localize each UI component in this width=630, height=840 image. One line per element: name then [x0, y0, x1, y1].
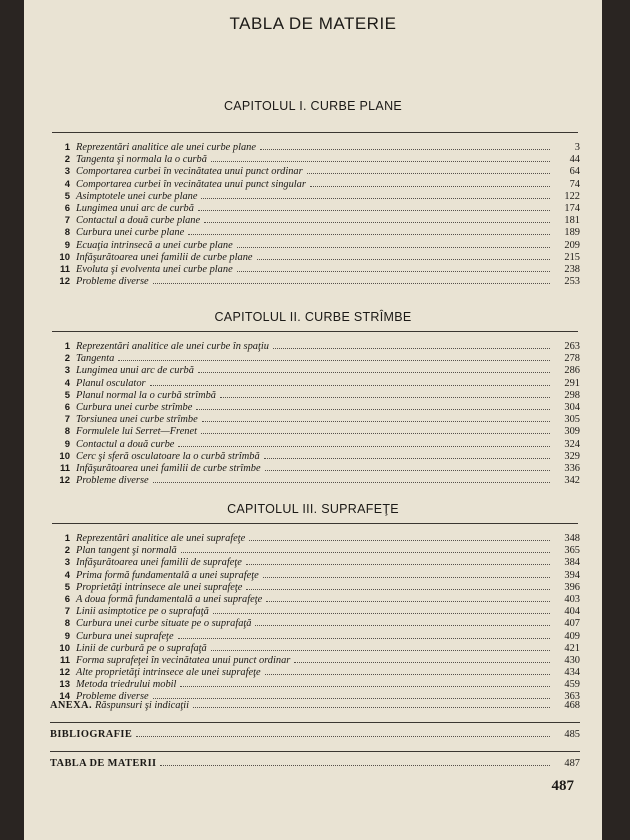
- toc-entry: [50, 264, 580, 276]
- entry-number: 4: [64, 377, 70, 389]
- entry-title: Linii asimptotice pe o suprafaţă: [76, 606, 209, 618]
- book-page: [24, 0, 602, 840]
- entry-page: 336: [564, 462, 580, 474]
- entry-title: Ecuaţia intrinsecă a unei curbe plane: [76, 239, 233, 251]
- contents-row: [50, 758, 580, 774]
- entry-page: 238: [564, 263, 580, 275]
- toc-entry: [50, 353, 580, 365]
- entry-title: Tangenta: [76, 353, 115, 365]
- leader-dots: [198, 372, 550, 373]
- leader-dots: [265, 470, 550, 471]
- toc-entry: [50, 365, 580, 377]
- entry-page: 309: [564, 426, 580, 438]
- annex-label: ANEXA.: [50, 700, 92, 711]
- toc-entry: [50, 276, 580, 288]
- toc-entry: [50, 582, 580, 594]
- entry-title: Comportarea curbei în vecinătatea unui punct singular: [76, 178, 306, 190]
- leader-dots: [211, 650, 550, 651]
- entry-title: Proprietăţi intrinsece ale unei suprafeţe: [76, 581, 243, 593]
- toc-entry: [50, 463, 580, 475]
- entry-title: Reprezentări analitice ale unei curbe în spaţiu: [76, 341, 269, 352]
- chapter-3-heading: CAPITOLUL III. SUPRAFEŢE: [227, 502, 399, 516]
- entry-number: 9: [64, 630, 70, 642]
- entry-page: 384: [564, 557, 580, 569]
- entry-title: Curbura unei suprafeţe: [76, 630, 174, 642]
- toc-entry: [50, 378, 580, 390]
- entry-number: 5: [64, 190, 70, 202]
- toc-entry: [50, 203, 580, 215]
- entry-title: Infăşurătoarea unei familii de curbe plane: [76, 251, 253, 263]
- toc-entry: [50, 166, 580, 178]
- entry-number: 6: [64, 202, 70, 214]
- entry-page: 365: [564, 545, 580, 557]
- entry-page: 342: [564, 475, 580, 487]
- entry-title: Asimptotele unei curbe plane: [76, 190, 198, 202]
- entry-page: 209: [564, 239, 580, 251]
- toc-entry: [50, 533, 580, 545]
- page-title: TABLA DE MATERIE: [229, 14, 397, 33]
- entry-number: 12: [59, 276, 70, 288]
- leader-dots: [266, 601, 550, 602]
- chapter-3-rule: [52, 523, 578, 524]
- bibliography-page: 485: [564, 729, 580, 740]
- leader-dots: [257, 259, 550, 260]
- leader-dots: [178, 446, 550, 447]
- toc-entry: [50, 154, 580, 166]
- entry-title: Contactul a două curbe: [76, 438, 175, 450]
- leader-dots: [153, 482, 550, 483]
- leader-dots: [237, 271, 550, 272]
- entry-page: 404: [564, 606, 580, 618]
- entry-number: 3: [64, 166, 70, 178]
- entry-page: 403: [564, 593, 580, 605]
- entry-title: A doua formă fundamentală a unei suprafeţe: [76, 593, 263, 605]
- leader-dots: [196, 409, 550, 410]
- entry-number: 9: [64, 438, 70, 450]
- contents-label: TABLA DE MATERII: [50, 758, 157, 769]
- entry-page: 64: [569, 166, 580, 178]
- toc-entry: [50, 414, 580, 426]
- entry-page: 298: [564, 389, 580, 401]
- leader-dots: [237, 247, 550, 248]
- chapter-1-entries: [50, 142, 580, 288]
- toc-entry: [50, 631, 580, 643]
- annex-section: [50, 700, 580, 774]
- entry-title: Evoluta şi evolventa unei curbe plane: [76, 263, 233, 275]
- toc-entry: [50, 341, 580, 353]
- entry-number: 10: [59, 450, 70, 462]
- entry-number: 1: [64, 142, 70, 153]
- entry-page: 44: [569, 154, 580, 166]
- entry-title: Curbura unei curbe plane: [76, 227, 185, 239]
- annex-subtitle: Răspunsuri şi indicaţii: [94, 700, 190, 711]
- leader-dots: [246, 589, 550, 590]
- toc-entry: [50, 475, 580, 487]
- leader-dots: [220, 397, 550, 398]
- toc-entry: [50, 142, 580, 154]
- toc-entry: [50, 606, 580, 618]
- entry-number: 9: [64, 239, 70, 251]
- entry-page: 74: [569, 178, 580, 190]
- entry-title: Alte proprietăţi intrinsece ale unei suprafeţe: [76, 667, 261, 679]
- entry-page: 363: [564, 691, 580, 703]
- entry-page: 304: [564, 401, 580, 413]
- leader-dots: [160, 765, 550, 766]
- entry-number: 8: [64, 426, 70, 438]
- entry-title: Planul normal la o curbă strîmbă: [76, 389, 216, 401]
- entry-title: Curbura unei curbe strîmbe: [76, 401, 193, 413]
- bibliography-row: [50, 729, 580, 745]
- chapter-3-entries: [50, 533, 580, 704]
- entry-page: 459: [564, 679, 580, 691]
- entry-number: 13: [59, 679, 70, 691]
- entry-page: 291: [564, 377, 580, 389]
- entry-page: 324: [564, 438, 580, 450]
- entry-page: 421: [564, 642, 580, 654]
- entry-number: 2: [64, 353, 70, 365]
- entry-title: Infăşurătoarea unei familii de curbe strîmbe: [76, 462, 261, 474]
- leader-dots: [136, 736, 550, 737]
- entry-title: Curbura unei curbe situate pe o suprafaţă: [76, 618, 252, 630]
- chapter-1-rule: [52, 132, 578, 133]
- chapter-2-entries: [50, 341, 580, 487]
- entry-number: 1: [64, 341, 70, 352]
- leader-dots: [213, 613, 550, 614]
- entry-page: 189: [564, 227, 580, 239]
- entry-page: 122: [564, 190, 580, 202]
- leader-dots: [264, 458, 550, 459]
- annex-rule: [50, 722, 580, 723]
- entry-number: 12: [59, 667, 70, 679]
- entry-number: 6: [64, 593, 70, 605]
- entry-page: 348: [564, 533, 580, 544]
- entry-number: 6: [64, 401, 70, 413]
- toc-entry: [50, 655, 580, 667]
- toc-entry: [50, 557, 580, 569]
- leader-dots: [204, 222, 550, 223]
- chapter-2-heading: CAPITOLUL II. CURBE STRÎMBE: [214, 310, 412, 324]
- chapter-1-heading: CAPITOLUL I. CURBE PLANE: [223, 99, 403, 113]
- toc-entry: [50, 618, 580, 630]
- entry-page: 263: [564, 341, 580, 352]
- entry-title: Cerc şi sferă osculatoare la o curbă strîmbă: [76, 450, 260, 462]
- entry-title: Comportarea curbei în vecinătatea unui punct ordinar: [76, 166, 303, 178]
- entry-number: 14: [59, 691, 70, 703]
- leader-dots: [255, 625, 550, 626]
- entry-number: 4: [64, 178, 70, 190]
- annex-row: [50, 700, 580, 716]
- entry-number: 8: [64, 618, 70, 630]
- entry-title: Lungimea unui arc de curbă: [76, 365, 194, 377]
- entry-number: 11: [59, 654, 70, 666]
- leader-dots: [307, 173, 550, 174]
- leader-dots: [246, 564, 550, 565]
- entry-title: Probleme diverse: [76, 691, 149, 703]
- toc-entry: [50, 451, 580, 463]
- entry-number: 11: [59, 263, 70, 275]
- annex-page: 468: [564, 700, 580, 711]
- entry-number: 7: [64, 215, 70, 227]
- entry-number: 8: [64, 227, 70, 239]
- leader-dots: [260, 149, 550, 150]
- entry-title: Lungimea unui arc de curbă: [76, 202, 194, 214]
- leader-dots: [265, 674, 550, 675]
- entry-page: 329: [564, 450, 580, 462]
- leader-dots: [198, 210, 550, 211]
- entry-page: 286: [564, 365, 580, 377]
- entry-title: Torsiunea unei curbe strîmbe: [76, 414, 198, 426]
- toc-entry: [50, 570, 580, 582]
- entry-page: 305: [564, 414, 580, 426]
- entry-number: 1: [64, 533, 70, 544]
- chapter-2-rule: [52, 331, 578, 332]
- toc-entry: [50, 643, 580, 655]
- toc-entry: [50, 252, 580, 264]
- bibliography-label: BIBLIOGRAFIE: [50, 729, 133, 740]
- toc-entry: [50, 545, 580, 557]
- leader-dots: [202, 421, 550, 422]
- entry-page: 394: [564, 569, 580, 581]
- toc-entry: [50, 402, 580, 414]
- entry-title: Reprezentări analitice ale unei curbe plane: [76, 142, 256, 153]
- entry-page: 181: [564, 215, 580, 227]
- entry-page: 174: [564, 202, 580, 214]
- entry-title: Contactul a două curbe plane: [76, 215, 201, 227]
- entry-number: 4: [64, 569, 70, 581]
- entry-number: 3: [64, 365, 70, 377]
- entry-number: 12: [59, 475, 70, 487]
- entry-title: Formulele lui Serret—Frenet: [76, 426, 198, 438]
- toc-entry: [50, 240, 580, 252]
- entry-title: Prima formă fundamentală a unei suprafeţe: [76, 569, 259, 581]
- toc-entry: [50, 191, 580, 203]
- toc-entry: [50, 227, 580, 239]
- toc-entry: [50, 426, 580, 438]
- entry-title: Metoda triedrului mobil: [76, 679, 177, 691]
- leader-dots: [211, 161, 550, 162]
- contents-page: 487: [564, 758, 580, 769]
- leader-dots: [201, 198, 550, 199]
- entry-number: 11: [59, 462, 70, 474]
- entry-title: Planul osculator: [76, 377, 146, 389]
- entry-number: 5: [64, 389, 70, 401]
- entry-page: 407: [564, 618, 580, 630]
- toc-entry: [50, 667, 580, 679]
- leader-dots: [150, 385, 550, 386]
- leader-dots: [153, 283, 550, 284]
- leader-dots: [263, 577, 550, 578]
- entry-number: 10: [59, 642, 70, 654]
- entry-page: 396: [564, 581, 580, 593]
- entry-number: 3: [64, 557, 70, 569]
- entry-page: 253: [564, 276, 580, 288]
- entry-title: Tangenta şi normala la o curbă: [76, 154, 207, 166]
- entry-number: 2: [64, 545, 70, 557]
- entry-title: Plan tangent şi normală: [76, 545, 177, 557]
- leader-dots: [178, 638, 550, 639]
- leader-dots: [193, 707, 550, 708]
- entry-title: Probleme diverse: [76, 276, 149, 288]
- leader-dots: [273, 348, 550, 349]
- bibliography-rule: [50, 751, 580, 752]
- entry-page: 215: [564, 251, 580, 263]
- toc-entry: [50, 179, 580, 191]
- toc-entry: [50, 679, 580, 691]
- entry-page: 3: [574, 142, 580, 153]
- entry-number: 2: [64, 154, 70, 166]
- leader-dots: [201, 433, 550, 434]
- leader-dots: [188, 234, 550, 235]
- leader-dots: [181, 552, 550, 553]
- entry-number: 10: [59, 251, 70, 263]
- toc-entry: [50, 215, 580, 227]
- entry-title: Forma suprafeţei în vecinătatea unui punct ordinar: [76, 654, 291, 666]
- entry-number: 7: [64, 606, 70, 618]
- page-number: 487: [551, 778, 574, 794]
- entry-number: 5: [64, 581, 70, 593]
- leader-dots: [118, 360, 550, 361]
- entry-page: 430: [564, 654, 580, 666]
- leader-dots: [180, 686, 550, 687]
- entry-page: 409: [564, 630, 580, 642]
- entry-title: Probleme diverse: [76, 475, 149, 487]
- entry-page: 434: [564, 667, 580, 679]
- toc-entry: [50, 439, 580, 451]
- entry-title: Reprezentări analitice ale unei suprafeţe: [76, 533, 246, 544]
- entry-title: Linii de curbură pe o suprafaţă: [76, 642, 207, 654]
- leader-dots: [310, 186, 550, 187]
- entry-page: 278: [564, 353, 580, 365]
- toc-entry: [50, 390, 580, 402]
- leader-dots: [249, 540, 550, 541]
- leader-dots: [294, 662, 550, 663]
- entry-number: 7: [64, 414, 70, 426]
- toc-entry: [50, 594, 580, 606]
- entry-title: Infăşurătoarea unei familii de suprafeţe: [76, 557, 242, 569]
